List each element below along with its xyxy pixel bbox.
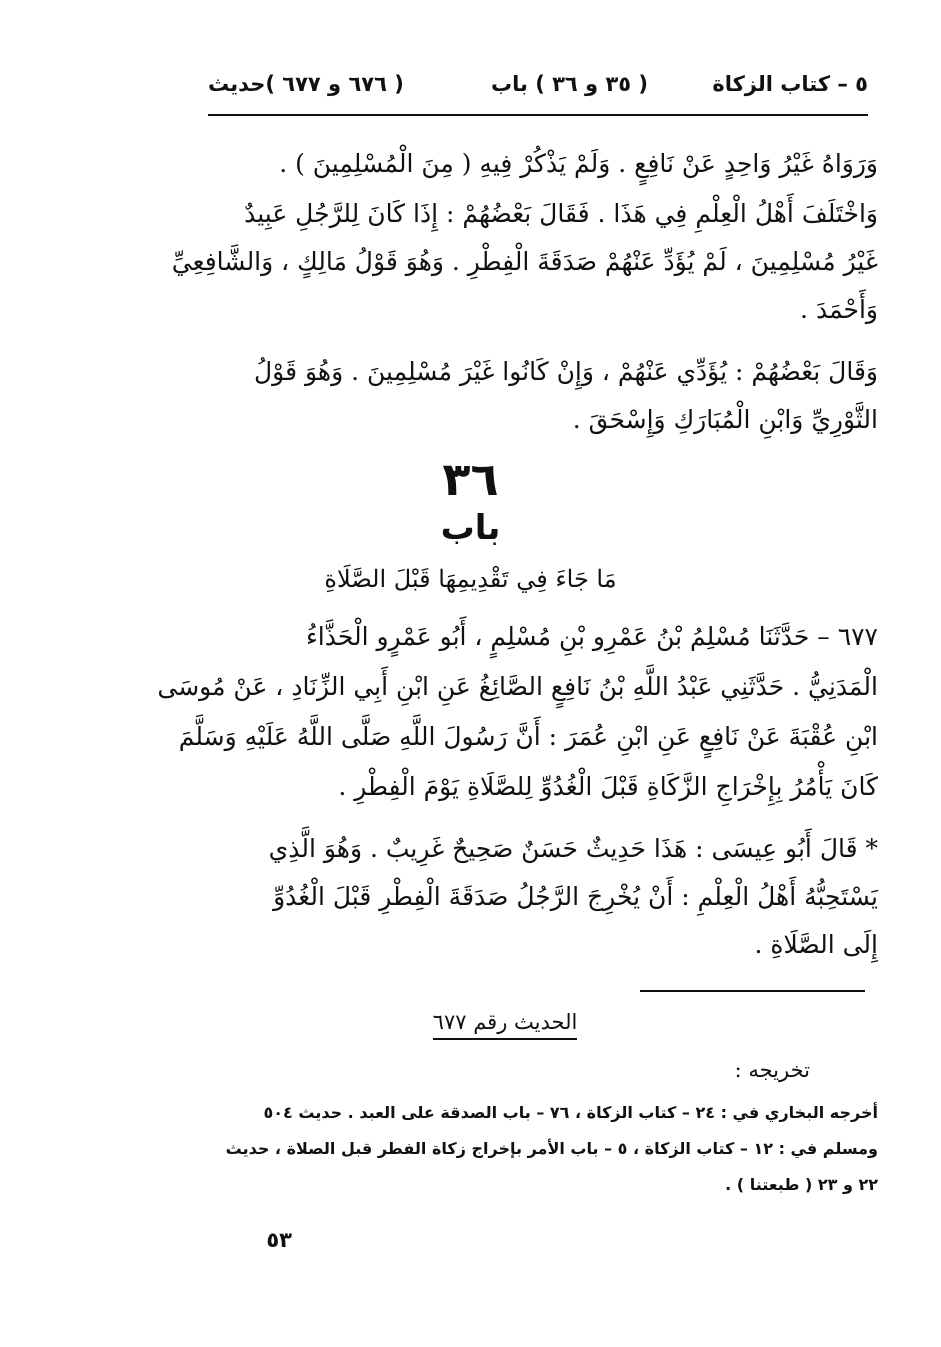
chapter-number: ٣٦: [442, 452, 499, 506]
chapter-label: باب: [440, 508, 501, 548]
text-line: وَقَالَ بَعْضُهُمْ : يُؤَدِّي عَنْهُمْ ، وَإِنْ كَانُوا غَيْرَ مُسْلِمِينَ . وَهُوَ قَوْلُ: [254, 357, 878, 386]
text-line: إِلَى الصَّلَاةِ .: [754, 930, 878, 959]
takhrij-heading: تخريجه :: [734, 1058, 810, 1082]
text-line: غَيْرُ مُسْلِمِينَ ، لَمْ يُؤَدِّ عَنْهُمْ صَدَقَةَ الْفِطْرِ . وَهُوَ قَوْلُ مَالِكٍ ، وَالشَّافِعِيِّ: [171, 247, 878, 276]
author-comment: [188, 825, 878, 969]
chapter-title: مَا جَاءَ فِي تَقْدِيمِهَا قَبْلَ الصَّلَاةِ: [324, 565, 617, 593]
header-divider: [208, 114, 868, 116]
running-header: [208, 66, 868, 106]
text-line: ٦٧٧ – حَدَّثَنَا مُسْلِمُ بْنُ عَمْرِو بْنِ مُسْلِمٍ ، أَبُو عَمْرٍو الْحَذَّاءُ: [306, 622, 878, 651]
text-line: أخرجه البخاري في : ٢٤ – كتاب الزكاة ، ٧٦ – باب الصدقة على العبد . حديث ٥٠٤: [263, 1103, 878, 1122]
page-number: ٥٣: [266, 1228, 292, 1252]
header-hadith-range: ( ٦٧٦ و ٦٧٧ )حديث: [208, 72, 404, 96]
text-line: وَأَحْمَدَ .: [800, 295, 878, 324]
text-line: ابْنِ عُقْبَةَ عَنْ نَافِعٍ عَنِ ابْنِ عُمَرَ : أَنَّ رَسُولَ اللَّهِ صَلَّى اللَّهُ عَلَيْهِ وَسَلَّمَ: [178, 722, 878, 751]
hadith-text: [157, 612, 878, 812]
text-line: ٢٢ و ٢٣ ( طبعتنا ) .: [725, 1175, 878, 1194]
text-line: يَسْتَحِبُّهُ أَهْلُ الْعِلْمِ : أَنْ يُخْرِجَ الرَّجُلُ صَدَقَةَ الْفِطْرِ قَبْلَ الْغُدُوِّ: [273, 882, 878, 911]
paragraph-scholars-opinion: [171, 190, 878, 334]
footnote-hadith-heading-text: الحديث رقم ٦٧٧: [433, 1010, 578, 1040]
paragraph-narration: [188, 140, 878, 188]
text-line: وَرَوَاهُ غَيْرُ وَاحِدٍ عَنْ نَافِعٍ . وَلَمْ يَذْكُرْ فِيهِ ( مِنَ الْمُسْلِمِينَ ) .: [279, 149, 878, 178]
footnote-hadith-heading: [410, 1010, 600, 1034]
text-line: ومسلم في : ١٢ – كتاب الزكاة ، ٥ – باب الأمر بإخراج زكاة الفطر قبل الصلاة ، حديث: [225, 1139, 878, 1158]
text-line: الثَّوْرِيِّ وَابْنِ الْمُبَارَكِ وَإِسْحَقَ .: [572, 405, 878, 434]
text-line: * قَالَ أَبُو عِيسَى : هَذَا حَدِيثٌ حَسَنٌ صَحِيحٌ غَرِيبٌ . وَهُوَ الَّذِي: [268, 834, 878, 863]
text-line: كَانَ يَأْمُرُ بِإِخْرَاجِ الزَّكَاةِ قَبْلَ الْغُدُوِّ لِلصَّلَاةِ يَوْمَ الْفِطْرِ .: [338, 772, 878, 801]
footnote-divider: [640, 990, 865, 992]
paragraph-other-opinion: [188, 348, 878, 444]
text-line: الْمَدَنِيُّ . حَدَّثَنِي عَبْدُ اللَّهِ بْنُ نَافِعٍ الصَّائِغُ عَنِ ابْنِ أَبِي الزِّنَادِ ، عَنْ مُوسَى: [157, 672, 878, 701]
text-line: وَاخْتَلَفَ أَهْلُ الْعِلْمِ فِي هَذَا . فَقَالَ بَعْضُهُمْ : إِذَا كَانَ لِلرَّجُلِ عَبِيدٌ: [244, 199, 878, 228]
header-book-title: ٥ – كتاب الزكاة: [712, 72, 868, 96]
header-chapter-range: ( ٣٥ و ٣٦ ) باب: [491, 72, 648, 96]
takhrij-text: [188, 1095, 878, 1203]
